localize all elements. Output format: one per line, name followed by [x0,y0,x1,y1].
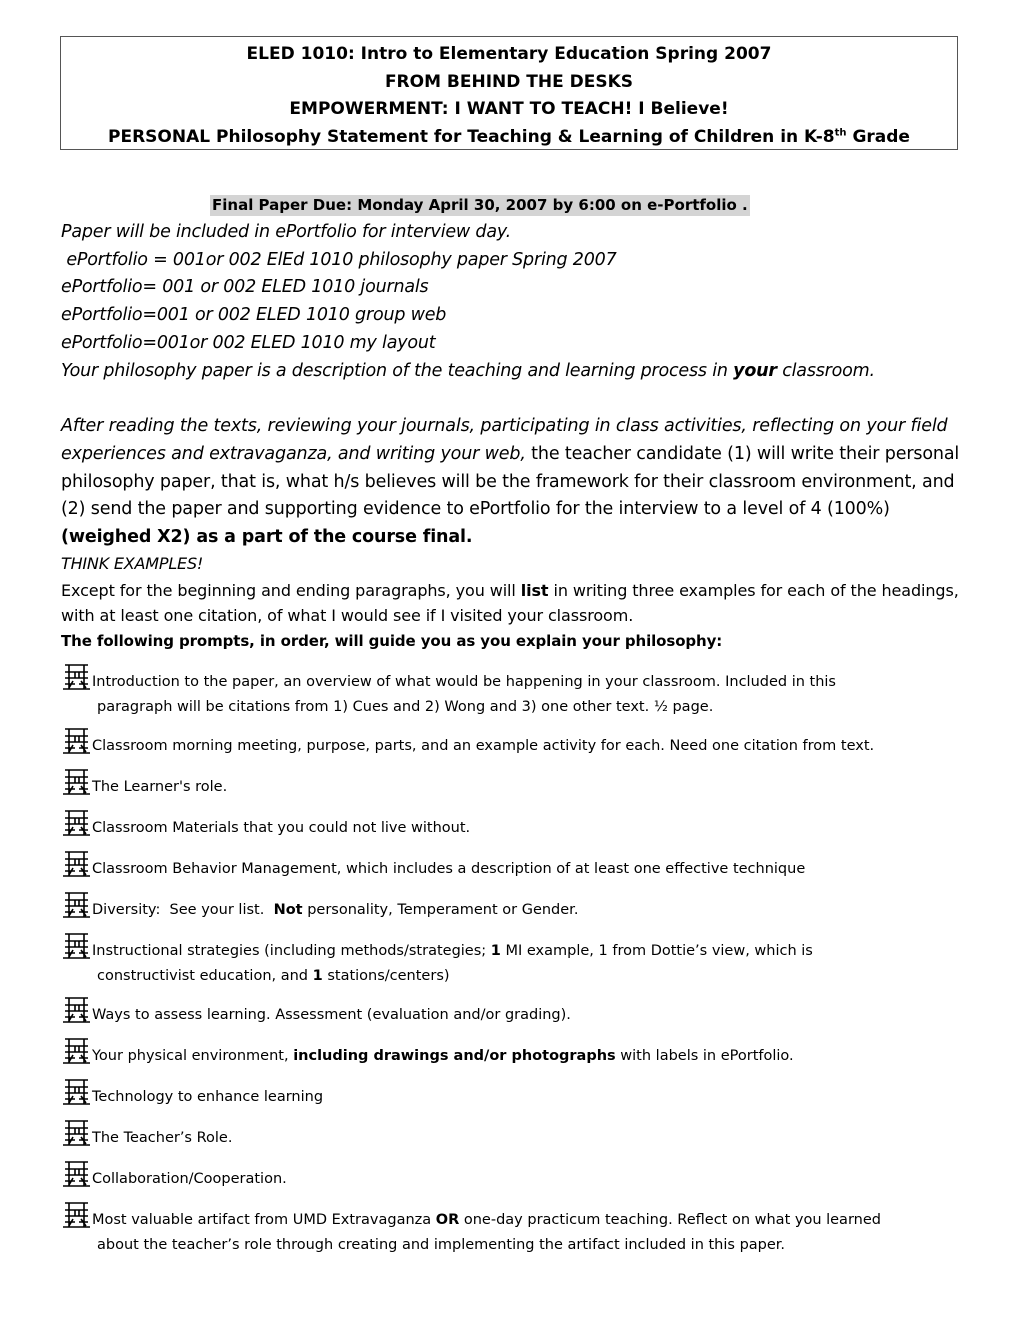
philosophy-description: Your philosophy paper is a description of the teaching and learning process in your classroom. [61,361,875,381]
think-examples: THINK EXAMPLES! [61,554,204,573]
box-glyph-icon [61,662,92,692]
eportfolio-line-2: ePortfolio = 001or 002 ElEd 1010 philosophy paper Spring 2007 [61,250,617,270]
main-paragraph: After reading the texts, reviewing your journals, participating in class activities, reflecting on your field experiences and extravaganza, and writing your web, the teacher candidate (1) will write their personal philosophy paper, that is, what h/s believes will be the framework for their classroom environment, and (2) send the paper and supporting evidence to ePortfolio for the interview to a level of 4 (100%) (weighed X2) as a part of the course final. [61,416,960,548]
document-page: ELED 1010: Intro to Elementary Education Spring 2007 FROM BEHIND THE DESKS EMPOWERMENT: I WANT TO TEACH! I Believe! PERSONAL Philosophy Statement for Teaching & Learning of Children in K-8th Grade Final Paper Due: Monday April 30, 2007 by 6:00 on e-Portfolio . Paper will be included in ePortfolio for interview day. ePortfolio = 001or 002 ElEd 1010 philosophy paper Spring 2007 ePortfolio= 001 or 002 ELED 1010 journals ePortfolio=001 or 002 ELED 1010 group web ePortfolio=001or 002 ELED 1010 my layout Your philosophy paper is a description of the teaching and learning process in your classroom. After reading the texts, reviewing your journals, participating in class activities, reflecting on your field experiences and extravaganza, and writing your web, the teacher candidate (1) will write their personal philosophy paper, that is, what h/s believes will be the framework for their classroom environment, and (2) send the paper and supporting evidence to ePortfolio for the interview to a level of 4 (100%) (weighed X2) as a part of the course final. THINK EXAMPLES! Except for the beginning and ending paragraphs, you will list in writing three examples for each of the headings, with at least one citation, of what I would see if I visited your classroom. The following prompts, in order, will guide you as you explain your philosophy: Introduction to the paper, an overview of what would be happening in your classroom. Included in this paragraph will be citations from 1) Cues and 2) Wong and 3) one other text. ½ page. Classroom morning meeting, purpose, parts, and an example activity for each. Need one citation from text. The Learner's role. Classroom Materials that you could not live without. Classroom Behavior Management, which includes a description of at least one effective technique Diversity: See your list. Not personality, Temperament or Gender. Instructional strategies (including methods/strategies; 1 MI example, 1 from Dottie’s view, which is constructivist education, and 1 stations/centers) Ways to assess learning. Assessment (evaluation and/or grading). Your physical environment, including drawings and/or photographs with labels in ePortfolio. Technology to enhance learning The Teacher’s Role. Collaboration/Cooperation. Most valuable artifact from UMD Extravaganza OR one-day practicum teaching. Reflect on what you learned about the teacher’s role through creating and implementing the artifact included in this paper. [0,0,1020,1320]
box-glyph-icon [61,1077,92,1107]
box-glyph-icon [61,890,92,920]
due-date-banner: Final Paper Due: Monday April 30, 2007 by 6:00 on e-Portfolio . [212,196,748,214]
box-glyph-icon [61,1036,92,1066]
box-glyph-icon [61,726,92,756]
eportfolio-line-5: ePortfolio=001or 002 ELED 1010 my layout [61,333,436,353]
box-glyph-icon [61,1200,92,1230]
eportfolio-line-4: ePortfolio=001 or 002 ELED 1010 group web [61,305,447,325]
eportfolio-line-1: Paper will be included in ePortfolio for interview day. [61,222,511,242]
eportfolio-line-3: ePortfolio= 001 or 002 ELED 1010 journals [61,277,429,297]
box-glyph-icon [61,849,92,879]
title-box [60,36,958,150]
prompts-heading: The following prompts, in order, will guide you as you explain your philosophy: [61,632,723,650]
box-glyph-icon [61,808,92,838]
empowerment-line: EMPOWERMENT: I WANT TO TEACH! I Believe! [289,99,729,119]
philosophy-title: PERSONAL Philosophy Statement for Teaching & Learning of Children in K-8th Grade [108,127,910,147]
box-glyph-icon [61,767,92,797]
box-glyph-icon [61,1159,92,1189]
box-glyph-icon [61,931,92,961]
box-glyph-icon [61,995,92,1025]
course-title: ELED 1010: Intro to Elementary Education Spring 2007 [246,44,772,64]
instructions-paragraph: Except for the beginning and ending paragraphs, you will list in writing three examples for each of the headings, with at least one citation, of what I would see if I visited your classroom. [61,581,959,625]
box-glyph-icon [61,1118,92,1148]
subtitle: FROM BEHIND THE DESKS [384,72,634,92]
